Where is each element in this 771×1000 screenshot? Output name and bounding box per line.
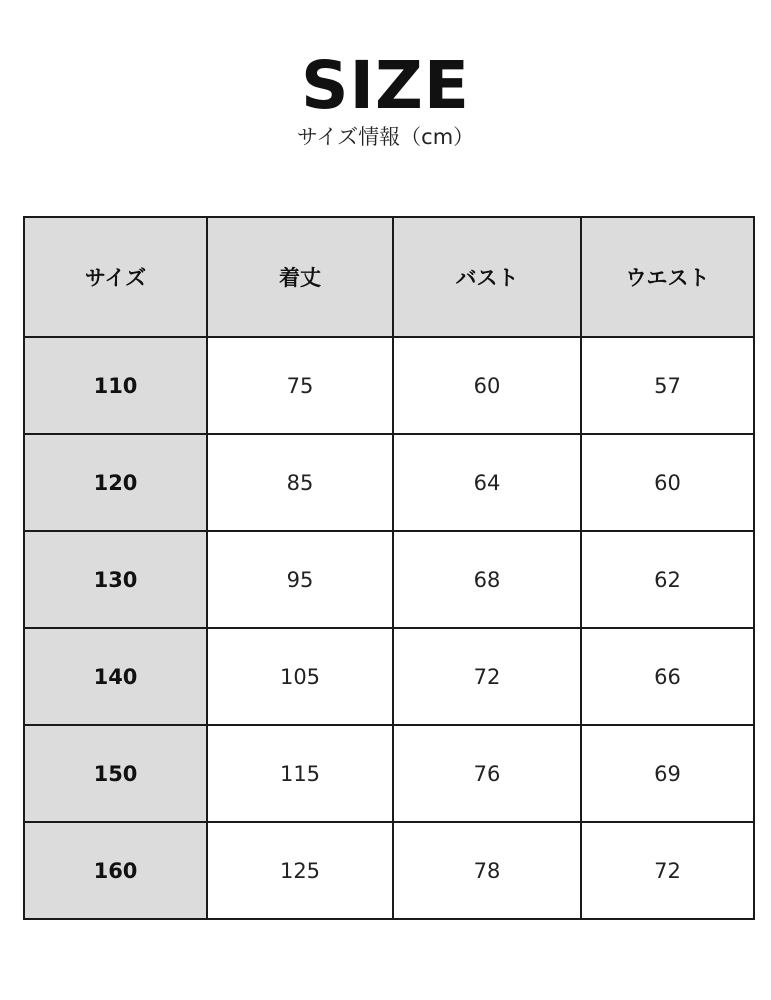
size-value: 160	[24, 822, 207, 919]
waist-value: 60	[581, 434, 754, 531]
table-row	[24, 531, 754, 628]
bust-value: 64	[393, 434, 581, 531]
page-title: SIZE	[300, 47, 471, 124]
length-value: 95	[207, 531, 393, 628]
waist-value: 72	[581, 822, 754, 919]
size-value: 110	[24, 337, 207, 434]
table-row	[24, 434, 754, 531]
table-row	[24, 628, 754, 725]
table-row	[24, 337, 754, 434]
length-value: 115	[207, 725, 393, 822]
header-size: サイズ	[24, 217, 207, 337]
length-value: 105	[207, 628, 393, 725]
size-value: 150	[24, 725, 207, 822]
waist-value: 69	[581, 725, 754, 822]
table-row	[24, 725, 754, 822]
waist-value: 62	[581, 531, 754, 628]
waist-value: 66	[581, 628, 754, 725]
size-value: 120	[24, 434, 207, 531]
size-value: 130	[24, 531, 207, 628]
header-waist: ウエスト	[581, 217, 754, 337]
length-value: 75	[207, 337, 393, 434]
bust-value: 60	[393, 337, 581, 434]
waist-value: 57	[581, 337, 754, 434]
length-value: 125	[207, 822, 393, 919]
bust-value: 68	[393, 531, 581, 628]
length-value: 85	[207, 434, 393, 531]
size-value: 140	[24, 628, 207, 725]
table-row	[24, 822, 754, 919]
page-subtitle: サイズ情報（cm）	[296, 125, 475, 149]
bust-value: 78	[393, 822, 581, 919]
table-header-row	[24, 217, 754, 337]
size-table	[23, 216, 755, 920]
header-bust: バスト	[393, 217, 581, 337]
bust-value: 76	[393, 725, 581, 822]
header-length: 着丈	[207, 217, 393, 337]
bust-value: 72	[393, 628, 581, 725]
